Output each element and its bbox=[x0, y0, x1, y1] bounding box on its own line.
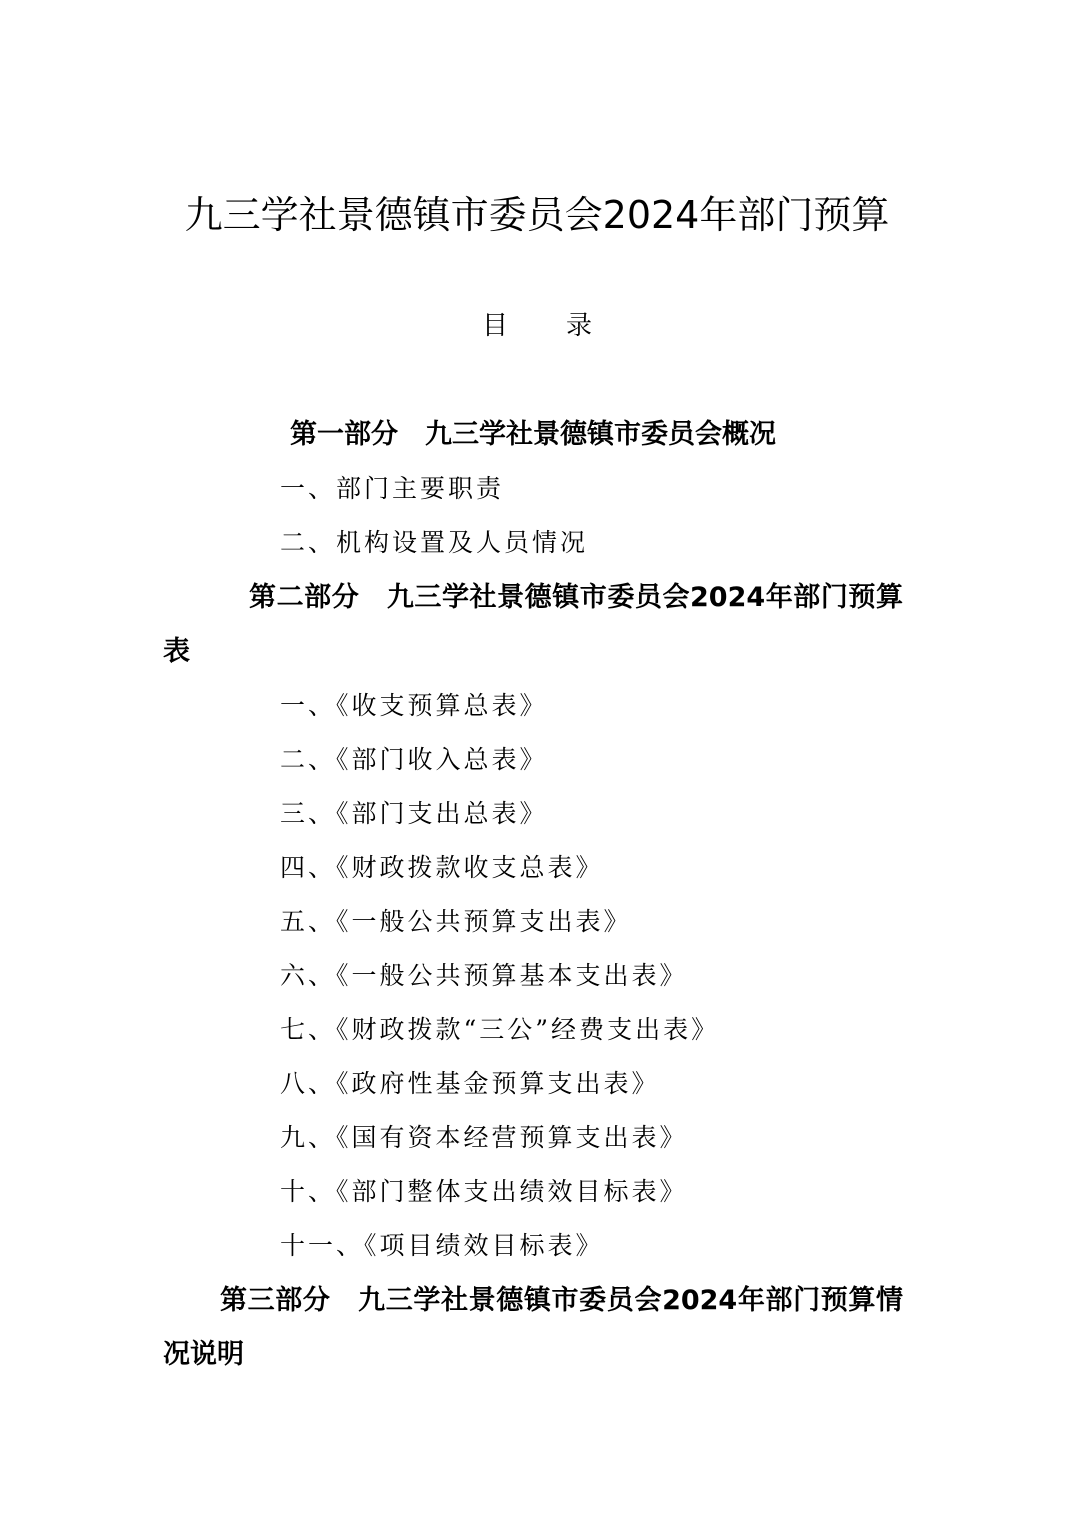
toc-heading: 目录 bbox=[481, 311, 650, 341]
toc-item: 五、《一般公共预算支出表》 bbox=[280, 907, 632, 936]
toc-item: 一、《收支预算总表》 bbox=[280, 691, 548, 720]
toc-item: 二、机构设置及人员情况 bbox=[280, 528, 589, 557]
part3-heading: 第三部分 九三学社景德镇市委员会2024年部门预算情况说明 bbox=[163, 1285, 903, 1370]
toc-item: 十、《部门整体支出绩效目标表》 bbox=[280, 1177, 688, 1206]
toc-item: 四、《财政拨款收支总表》 bbox=[280, 853, 604, 882]
toc-item: 六、《一般公共预算基本支出表》 bbox=[280, 961, 688, 990]
toc-item: 八、《政府性基金预算支出表》 bbox=[280, 1069, 660, 1098]
toc-item: 三、《部门支出总表》 bbox=[280, 799, 548, 828]
toc-item: 九、《国有资本经营预算支出表》 bbox=[280, 1123, 688, 1152]
part2-heading: 第二部分 九三学社景德镇市委员会2024年部门预算表 bbox=[163, 582, 903, 667]
toc-item: 二、《部门收入总表》 bbox=[280, 745, 548, 774]
part1-heading: 第一部分 九三学社景德镇市委员会概况 bbox=[290, 419, 776, 450]
toc-item: 一、部门主要职责 bbox=[280, 474, 505, 503]
toc-item: 十一、《项目绩效目标表》 bbox=[280, 1231, 604, 1260]
toc-item: 七、《财政拨款“三公”经费支出表》 bbox=[280, 1015, 720, 1044]
document-title: 九三学社景德镇市委员会2024年部门预算 bbox=[184, 193, 890, 237]
